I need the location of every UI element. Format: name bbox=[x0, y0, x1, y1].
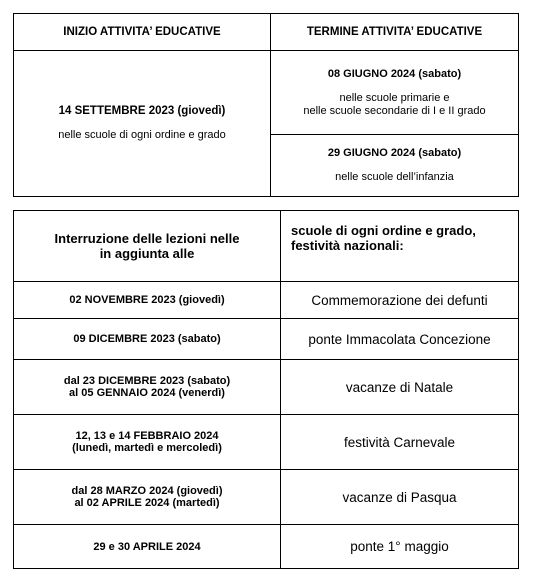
holiday-date bbox=[14, 470, 281, 525]
holiday-date bbox=[14, 319, 281, 360]
end-primary-note-2: nelle scuole secondarie di I e II grado bbox=[303, 104, 486, 117]
end-header: TERMINE ATTIVITA’ EDUCATIVE bbox=[271, 14, 519, 51]
start-cell bbox=[14, 51, 271, 197]
holiday-date-line: (lunedì, martedì e mercoledì) bbox=[72, 442, 222, 454]
holidays-table bbox=[13, 210, 519, 569]
header-right-line-2: festività nazionali: bbox=[291, 238, 404, 253]
end-primary-note-1: nelle scuole primarie e bbox=[339, 91, 450, 104]
holiday-date-line: dal 28 MARZO 2024 (giovedì) bbox=[71, 485, 223, 497]
header-right-line-1: scuole di ogni ordine e grado, bbox=[291, 223, 476, 238]
holiday-date-line: 09 DICEMBRE 2023 (sabato) bbox=[73, 333, 221, 345]
header-left-line-1: Interruzione delle lezioni nelle bbox=[54, 231, 240, 246]
holiday-date-line: 02 NOVEMBRE 2023 (giovedì) bbox=[69, 294, 225, 306]
end-infancy-date: 29 GIUGNO 2024 (sabato) bbox=[327, 147, 462, 159]
start-note: nelle scuole di ogni ordine e grado bbox=[58, 129, 226, 141]
end-primary-date: 08 GIUGNO 2024 (sabato) bbox=[327, 67, 462, 80]
holiday-date-line: 29 e 30 APRILE 2024 bbox=[93, 540, 201, 553]
holiday-date-line: 12, 13 e 14 FEBBRAIO 2024 bbox=[75, 430, 219, 442]
holiday-date-line: al 02 APRILE 2024 (martedì) bbox=[74, 497, 220, 509]
start-date: 14 SETTEMBRE 2023 (giovedì) bbox=[58, 105, 226, 117]
end-infancy-cell bbox=[271, 135, 519, 197]
header-left-line-2: in aggiunta alle bbox=[99, 246, 195, 261]
holiday-date bbox=[14, 415, 281, 470]
holiday-description: ponte 1° maggio bbox=[281, 525, 519, 569]
holiday-description: vacanze di Natale bbox=[281, 360, 519, 415]
holiday-date bbox=[14, 360, 281, 415]
holidays-header-right bbox=[281, 211, 519, 282]
holidays-header-left bbox=[14, 211, 281, 282]
holiday-date-line: al 05 GENNAIO 2024 (venerdì) bbox=[69, 387, 225, 399]
educational-activities-table bbox=[13, 13, 519, 197]
start-header: INIZIO ATTIVITA’ EDUCATIVE bbox=[14, 14, 271, 51]
holiday-description: Commemorazione dei defunti bbox=[281, 282, 519, 319]
end-infancy-note: nelle scuole dell’infanzia bbox=[335, 171, 454, 183]
holiday-description: festività Carnevale bbox=[281, 415, 519, 470]
holiday-description: ponte Immacolata Concezione bbox=[281, 319, 519, 360]
end-primary-cell bbox=[271, 51, 519, 135]
holiday-date bbox=[14, 525, 281, 569]
holiday-description: vacanze di Pasqua bbox=[281, 470, 519, 525]
holiday-date-line: dal 23 DICEMBRE 2023 (sabato) bbox=[63, 375, 231, 387]
holiday-date bbox=[14, 282, 281, 319]
